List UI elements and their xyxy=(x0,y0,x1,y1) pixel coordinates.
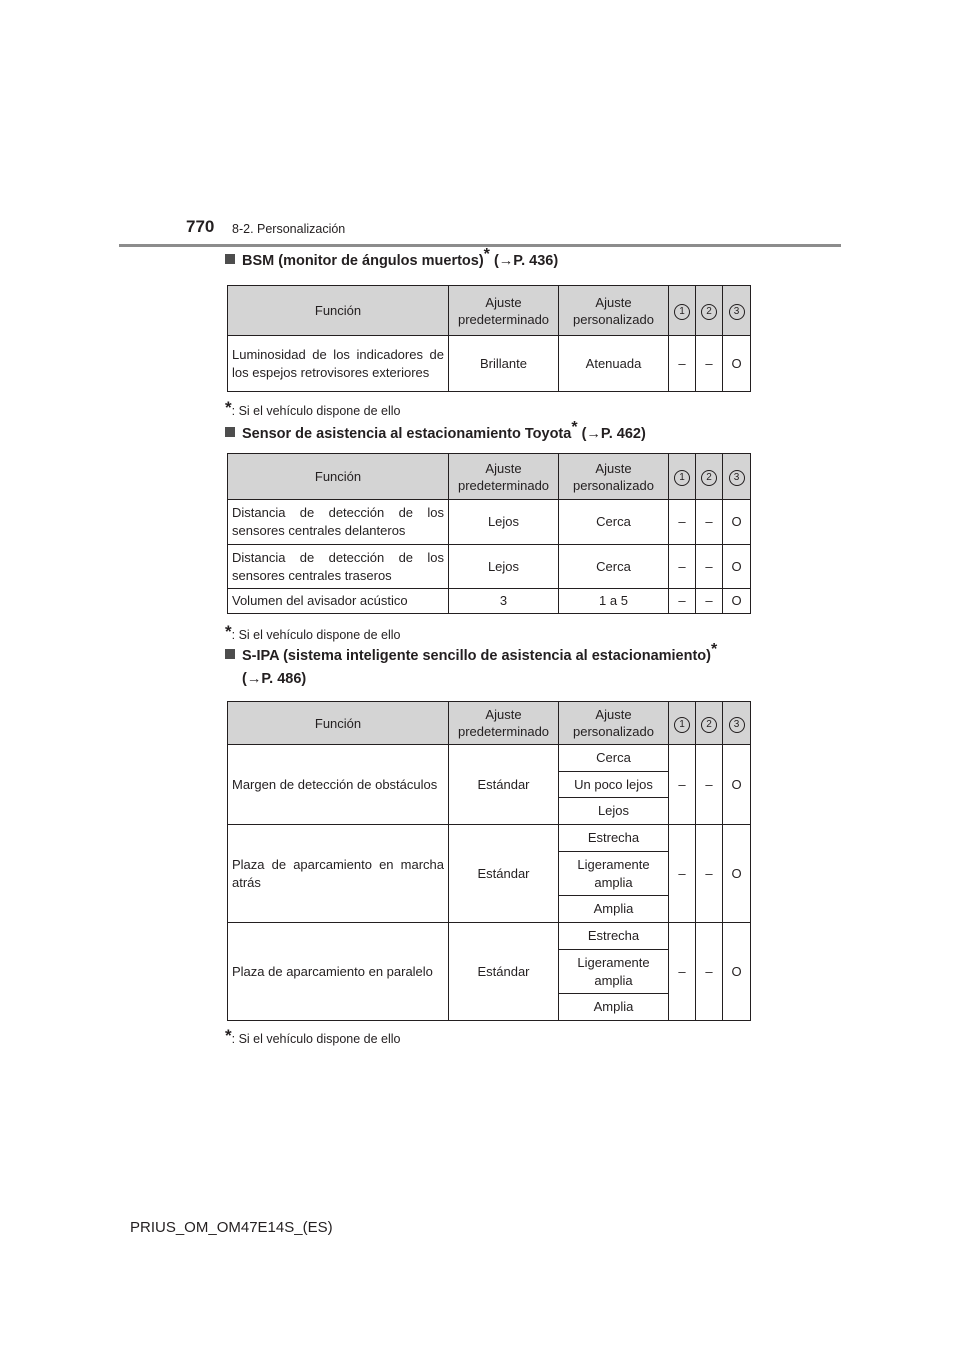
table-row xyxy=(228,336,751,392)
header-col2 xyxy=(696,454,723,500)
cell-default: Estándar xyxy=(449,825,559,923)
cell-custom: 1 a 5 xyxy=(559,589,669,614)
cell-function: Margen de detección de obstáculos xyxy=(228,745,449,825)
cell-c2: – xyxy=(696,825,723,923)
header-rule xyxy=(119,244,841,247)
cell-default: Estándar xyxy=(449,745,559,825)
header-default: Ajuste predeterminado xyxy=(449,454,559,500)
footnote xyxy=(225,1026,401,1046)
table-row xyxy=(228,545,751,589)
document-code: PRIUS_OM_OM47E14S_(ES) xyxy=(130,1219,333,1236)
circled-2: 2 xyxy=(701,304,717,320)
sipa-title: S-IPA (sistema inteligente sencillo de asistencia al estacionamiento) xyxy=(242,648,711,664)
circled-2: 2 xyxy=(701,717,717,733)
footnote-marker: * xyxy=(571,419,578,436)
table-row xyxy=(228,825,751,852)
footnote-text: : Si el vehículo dispone de ello xyxy=(231,1032,401,1046)
square-bullet-icon xyxy=(225,649,235,659)
bsm-reference: (→P. 436) xyxy=(493,253,559,269)
header-custom: Ajuste personalizado xyxy=(559,702,669,745)
cell-c1: – xyxy=(669,589,696,614)
circled-1: 1 xyxy=(674,717,690,733)
footnote xyxy=(225,622,401,642)
sipa-reference: (→P. 486) xyxy=(242,671,307,687)
header-default: Ajuste predeterminado xyxy=(449,702,559,745)
footnote-marker: * xyxy=(483,246,490,263)
header-col3 xyxy=(723,454,751,500)
cell-c1: – xyxy=(669,336,696,392)
header-function: Función xyxy=(228,702,449,745)
cell-default: 3 xyxy=(449,589,559,614)
cell-function: Luminosidad de los indicadores de los espejos retrovisores exteriores xyxy=(228,336,449,392)
header-col1 xyxy=(669,454,696,500)
footnote-text: : Si el vehículo dispone de ello xyxy=(231,628,401,642)
bsm-table xyxy=(227,285,751,392)
cell-custom-option: Estrecha xyxy=(559,825,669,852)
cell-c3: O xyxy=(723,825,751,923)
footnote-star: * xyxy=(225,1026,232,1045)
cell-c2: – xyxy=(696,500,723,545)
cell-default: Lejos xyxy=(449,500,559,545)
circled-3: 3 xyxy=(729,470,745,486)
bsm-heading xyxy=(225,246,765,273)
table-row xyxy=(228,923,751,950)
parking-sensor-heading xyxy=(225,419,765,446)
table-row xyxy=(228,745,751,772)
table-row xyxy=(228,500,751,545)
cell-custom: Cerca xyxy=(559,545,669,589)
header-col1 xyxy=(669,286,696,336)
circled-2: 2 xyxy=(701,470,717,486)
cell-c1: – xyxy=(669,545,696,589)
cell-default: Brillante xyxy=(449,336,559,392)
cell-c1: – xyxy=(669,825,696,923)
cell-function: Volumen del avisador acústico xyxy=(228,589,449,614)
circled-3: 3 xyxy=(729,304,745,320)
cell-custom-option: Ligeramente amplia xyxy=(559,950,669,994)
cell-c2: – xyxy=(696,923,723,1021)
cell-function: Plaza de aparcamiento en paralelo xyxy=(228,923,449,1021)
cell-c3: O xyxy=(723,336,751,392)
footnote xyxy=(225,398,401,418)
header-col2 xyxy=(696,286,723,336)
cell-custom-option: Cerca xyxy=(559,745,669,772)
cell-custom: Atenuada xyxy=(559,336,669,392)
cell-c3: O xyxy=(723,589,751,614)
sipa-table xyxy=(227,701,751,1021)
cell-default: Estándar xyxy=(449,923,559,1021)
cell-custom-option: Amplia xyxy=(559,896,669,923)
parking-sensor-table xyxy=(227,453,751,614)
cell-c3: O xyxy=(723,923,751,1021)
header-col3 xyxy=(723,702,751,745)
cell-custom-option: Ligeramente amplia xyxy=(559,852,669,896)
cell-custom: Cerca xyxy=(559,500,669,545)
cell-custom-option: Amplia xyxy=(559,994,669,1021)
table-header-row xyxy=(228,454,751,500)
parking-sensor-title: Sensor de asistencia al estacionamiento Toyota xyxy=(242,426,572,442)
bsm-title: BSM (monitor de ángulos muertos) xyxy=(242,253,484,269)
cell-c3: O xyxy=(723,745,751,825)
cell-c1: – xyxy=(669,923,696,1021)
cell-custom-option: Lejos xyxy=(559,798,669,825)
table-header-row xyxy=(228,286,751,336)
circled-1: 1 xyxy=(674,304,690,320)
table-header-row xyxy=(228,702,751,745)
cell-custom-option: Un poco lejos xyxy=(559,772,669,798)
cell-default: Lejos xyxy=(449,545,559,589)
cell-c2: – xyxy=(696,589,723,614)
sipa-heading xyxy=(225,641,765,691)
header-default: Ajuste predeterminado xyxy=(449,286,559,336)
parking-sensor-reference: (→P. 462) xyxy=(581,426,646,442)
section-title: 8-2. Personalización xyxy=(232,222,346,236)
header-col3 xyxy=(723,286,751,336)
header-custom: Ajuste personalizado xyxy=(559,286,669,336)
footnote-marker: * xyxy=(710,641,718,658)
circled-3: 3 xyxy=(729,717,745,733)
square-bullet-icon xyxy=(225,427,235,437)
header-function: Función xyxy=(228,286,449,336)
header-function: Función xyxy=(228,454,449,500)
circled-1: 1 xyxy=(674,470,690,486)
cell-c3: O xyxy=(723,545,751,589)
footnote-star: * xyxy=(225,622,232,641)
cell-function: Distancia de detección de los sensores centrales traseros xyxy=(228,545,449,589)
cell-function: Distancia de detección de los sensores centrales delanteros xyxy=(228,500,449,545)
table-row xyxy=(228,589,751,614)
footnote-text: : Si el vehículo dispone de ello xyxy=(231,404,401,418)
cell-c1: – xyxy=(669,500,696,545)
cell-c2: – xyxy=(696,336,723,392)
square-bullet-icon xyxy=(225,254,235,264)
cell-function: Plaza de aparcamiento en marcha atrás xyxy=(228,825,449,923)
cell-custom-option: Estrecha xyxy=(559,923,669,950)
footnote-star: * xyxy=(225,398,232,417)
cell-c3: O xyxy=(723,500,751,545)
cell-c2: – xyxy=(696,545,723,589)
header-custom: Ajuste personalizado xyxy=(559,454,669,500)
cell-c1: – xyxy=(669,745,696,825)
cell-c2: – xyxy=(696,745,723,825)
header-col2 xyxy=(696,702,723,745)
header-col1 xyxy=(669,702,696,745)
page-number: 770 xyxy=(186,217,215,236)
